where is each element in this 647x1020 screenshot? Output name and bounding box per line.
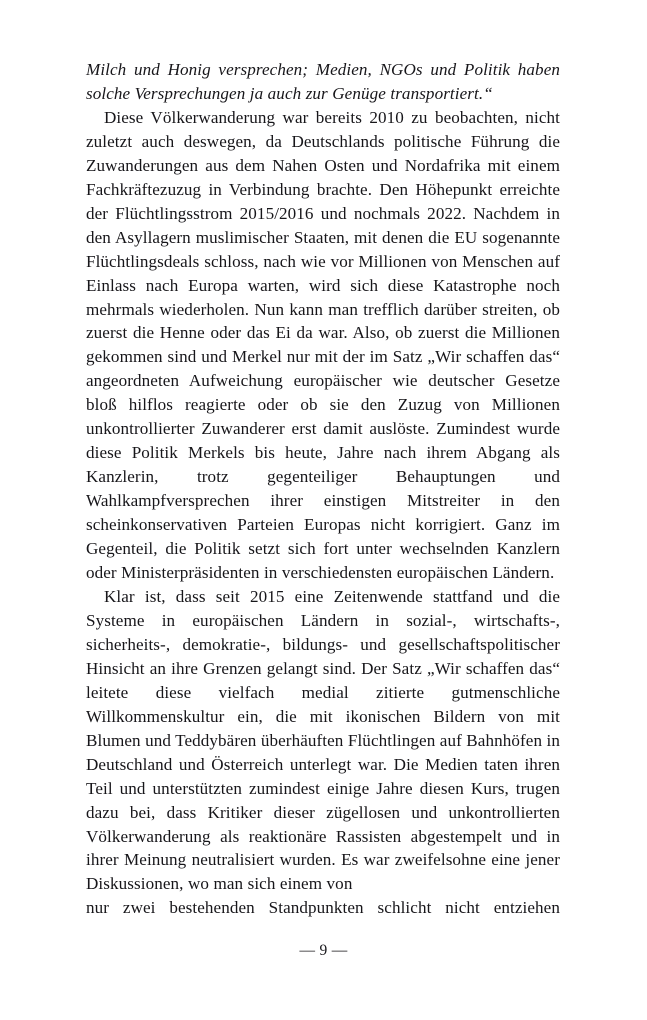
page-number-folio: — 9 —	[299, 942, 348, 959]
paragraph-voelkerwanderung: Diese Völkerwanderung war bereits 2010 zu beobachten, nicht zuletzt auch deswegen, da Deutschlands politische Führung die Zuwanderungen aus dem Nahen Osten und Nordafrika mit einem Fachkräftezuzug in Verbindung brachte. Den Höhepunkt erreichte der Flüchtlingsstrom 2015/2016 und nochmals 2022. Nachdem in den Asyllagern muslimischer Staaten, mit denen die EU sogenannte Flüchtlingsdeals schloss, nach wie vor Millionen von Menschen auf Einlass nach Europa warten, wird sich diese Katastrophe noch mehrmals wiederholen. Nun kann man trefflich darüber streiten, ob zuerst die Henne oder das Ei da war. Also, ob zuerst die Millionen gekommen sind und Merkel nur mit der im Satz „Wir schaffen das“ angeordneten Aufweichung europäischer wie deutscher Gesetze bloß hilflos reagierte oder ob sie den Zuzug von Millionen unkontrollierter Zuwanderer erst damit auslöste. Zumindest wurde diese Politik Merkels bis heute, Jahre nach ihrem Abgang als Kanzlerin, trotz gegenteiliger Behauptungen und Wahlkampfversprechen ihrer einstigen Mitstreiter in den scheinkonservativen Parteien Europas nicht korrigiert. Ganz im Gegenteil, die Politik setzt sich fort unter wechselnden Kanzlern oder Ministerpräsidenten in verschiedensten europäischen Ländern.	[86, 107, 560, 583]
paragraph-zeitenwende-last-line: nur zwei bestehenden Standpunkten schlicht nicht entziehen	[86, 898, 560, 918]
paragraph-zeitenwende: Klar ist, dass seit 2015 eine Zeitenwende stattfand und die Systeme in europäischen Ländern in sozial-, wirtschafts-, sicherheits-, demokratie-, bildungs- und gesellschaftspolitischer Hinsicht an ihre Grenzen gelangt sind. Der Satz „Wir schaffen das“ leitete diese vielfach medial zitierte gutmenschliche Willkommenskultur ein, die mit ikonischen Bildern von mit Blumen und Teddybären überhäuften Flüchtlingen auf Bahnhöfen in Deutschland und Österreich unterlegt war. Die Medien taten ihren Teil und unterstützten zumindest einige Jahre diesen Kurs, trugen dazu bei, dass Kritiker dieser zügellosen und unkontrollierten Völkerwanderung als reaktionäre Rassisten abgestempelt und in ihrer Meinung neutralisiert wurden. Es war zweifelsohne eine jener Diskussionen, wo man sich einem von	[86, 586, 560, 894]
page-text-block	[86, 58, 560, 920]
paragraph-quote-continuation: Milch und Honig versprechen; Medien, NGOs und Politik haben solche Versprechungen ja auch zur Genüge transportiert.“	[86, 60, 560, 103]
